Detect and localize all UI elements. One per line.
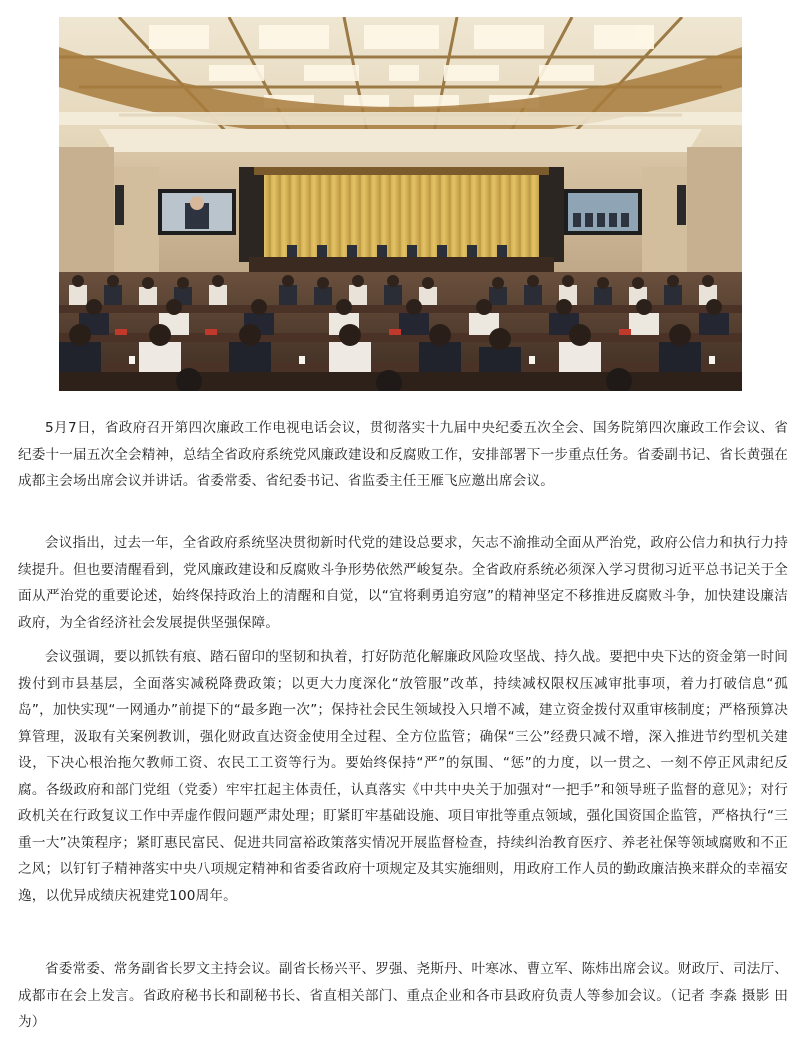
article-paragraph-1: 5月7日，省政府召开第四次廉政工作电视电话会议，贯彻落实十九届中央纪委五次全会、国务院第四次廉政工作会议、省纪委十一届五次全会精神，总结全省政府系统党风廉政建设和反腐败工作，安排部署下一步重点任务。省委副书记、省长黄强在成都主会场出席会议并讲话。省委常委、省纪委书记、省监委主任王雁飞应邀出席会议。 xyxy=(18,420,788,489)
meeting-photo xyxy=(59,17,742,391)
article-paragraph-3: 会议强调，要以抓铁有痕、踏石留印的坚韧和执着，打好防范化解廉政风险攻坚战、持久战。要把中央下达的资金第一时间拨付到市县基层，全面落实减税降费政策；以更大力度深化“放管服”改革，持续减权限权压减审批事项，着力打破信息“孤岛”，加快实现“一网通办”前提下的“最多跑一次”；保持社会民生领域投入只增不减，建立资金拨付双重审核制度；严格预算决算管理，汲取有关案例教训，强化财政直达资金使用全过程、全方位监管；确保“三公”经费只减不增，深入推进节约型机关建设，下决心根治拖欠教师工资、农民工工资等行为。要始终保持“严”的氛围、“惩”的力度，以一贯之、一刻不停正风肃纪反腐。各级政府和部门党组（党委）牢牢扛起主体责任，认真落实《中共中央关于加强对“一把手”和领导班子监督的意见》；对行政机关在行政复议工作中弄虚作假问题严肃处理；盯紧盯牢基础设施、项目审批等重点领域，强化国资国企监管，严格执行“三重一大”决策程序；紧盯惠民富民、促进共同富裕政策落实情况开展监督检查，持续纠治教育医疗、养老社保等领域腐败和不正之风；以钉钉子精神落实中央八项规定精神和省委省政府十项规定及其实施细则，用政府工作人员的勤政廉洁换来群众的幸福安逸，以优异成绩庆祝建党100周年。 xyxy=(18,649,788,904)
article-paragraph-4: 省委常委、常务副省长罗文主持会议。副省长杨兴平、罗强、尧斯丹、叶寒冰、曹立军、陈炜出席会议。财政厅、司法厅、成都市在会上发言。省政府秘书长和副秘书长、省直相关部门、重点企业和各市县政府负责人等参加会议。（记者 李淼 摄影 田为） xyxy=(18,961,788,1030)
article-paragraph-2: 会议指出，过去一年，全省政府系统坚决贯彻新时代党的建设总要求，矢志不渝推动全面从严治党，政府公信力和执行力持续提升。但也要清醒看到，党风廉政建设和反腐败斗争形势依然严峻复杂。全省政府系统必须深入学习贯彻习近平总书记关于全面从严治党的重要论述，始终保持政治上的清醒和自觉，以“宜将剩勇追穷寇”的精神坚定不移推进反腐败斗争，加快建设廉洁政府，为全省经济社会发展提供坚强保障。 xyxy=(18,535,788,631)
